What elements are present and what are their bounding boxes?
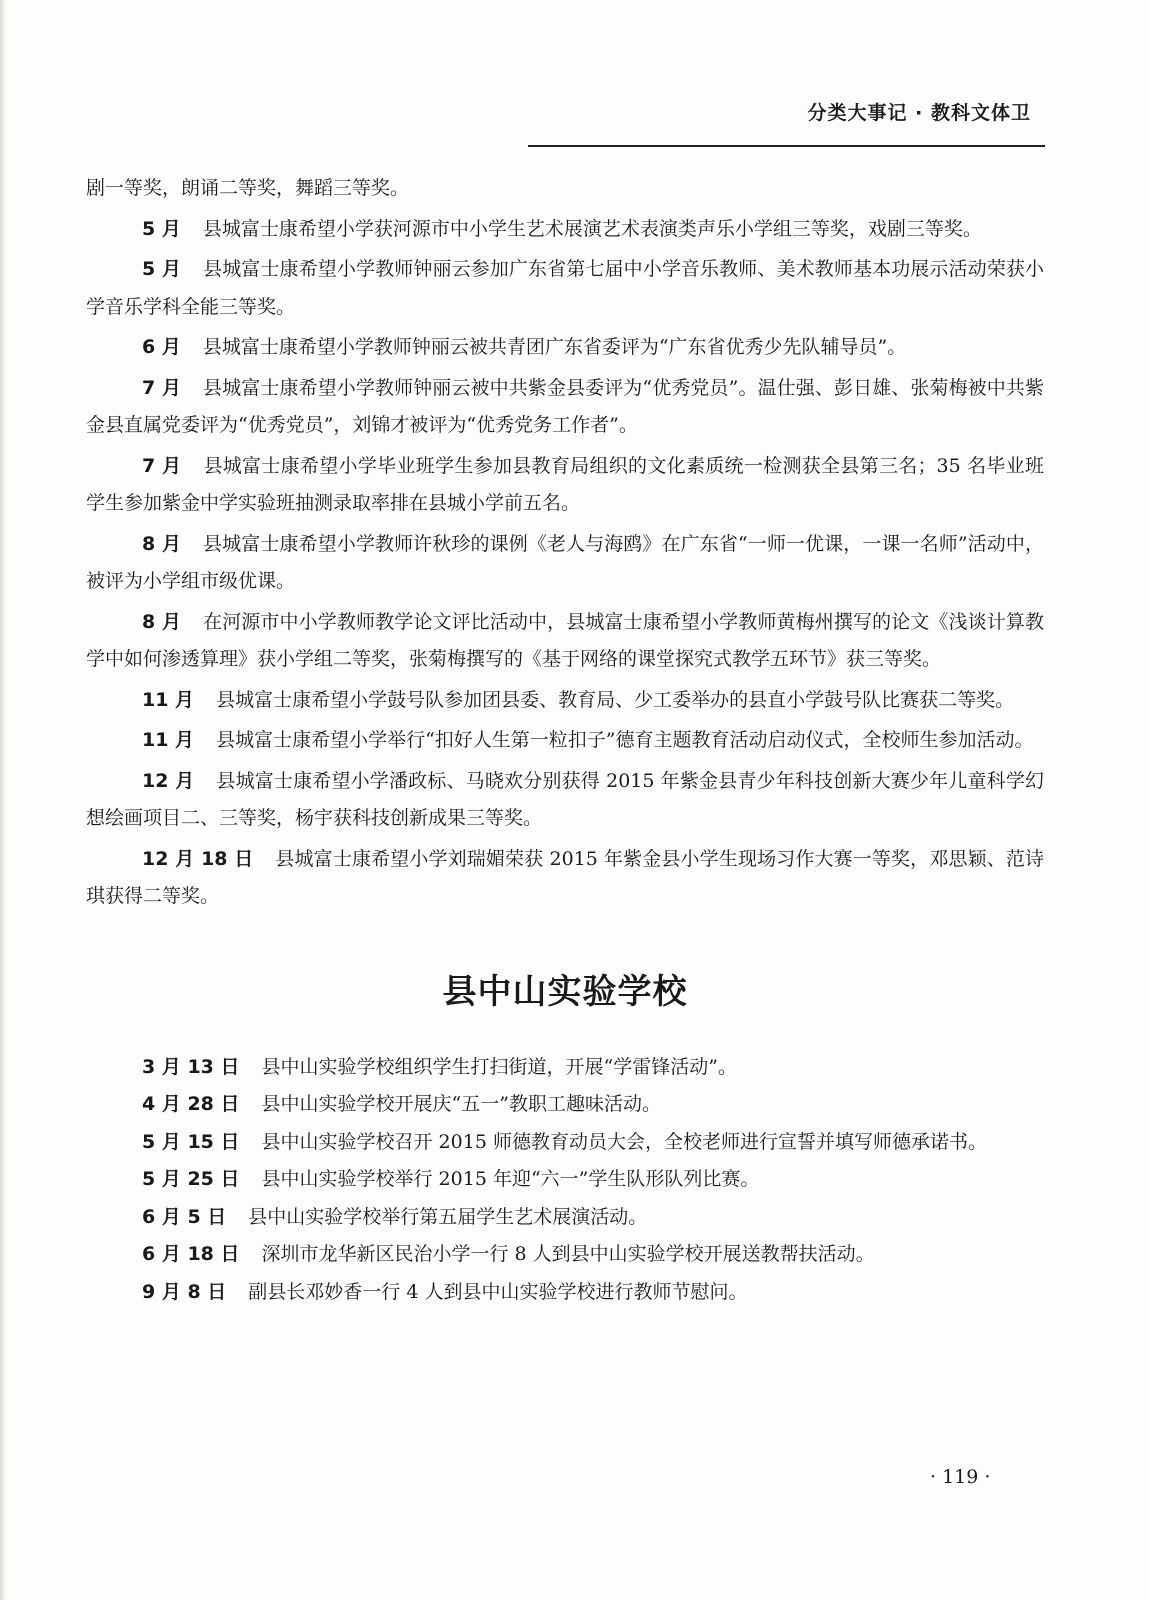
event-date: 4 月 28 日 (142, 1093, 240, 1115)
event-date: 5 月 25 日 (142, 1168, 240, 1190)
event-date: 7 月 (142, 376, 182, 399)
header-rule (528, 145, 1045, 147)
section-zhongshan-events (86, 1049, 1044, 1312)
event-text: 县中山实验学校举行第五届学生艺术展演活动。 (248, 1205, 648, 1228)
event-entry (86, 604, 1044, 679)
event-date: 6 月 (142, 336, 181, 358)
event-text: 县城富士康希望小学获河源市中小学生艺术展演艺术表演类声乐小学组三等奖，戏剧三等奖。 (202, 217, 982, 240)
event-text: 县城富士康希望小学教师钟丽云被中共紫金县委评为“优秀党员”。温仕强、彭日雄、张菊梅被中共紫金县直属党委评为“优秀党员”，刘锦才被评为“优秀党务工作者”。 (86, 376, 1044, 436)
event-date: 11 月 (142, 688, 195, 711)
running-header: 分类大事记 · 教科文体卫 (807, 102, 1031, 124)
event-entry (86, 1124, 1044, 1162)
event-text: 县城富士康希望小学教师许秋珍的课例《老人与海鸥》在广东省“一师一优课，一课一名师”活动中，被评为小学组市级优课。 (86, 532, 1044, 592)
event-text: 深圳市龙华新区民治小学一行 8 人到县中山实验学校开展送教帮扶活动。 (261, 1243, 875, 1265)
event-entry (86, 370, 1044, 445)
event-entry (86, 841, 1044, 916)
event-text: 县城富士康希望小学潘政标、马晓欢分别获得 2015 年紫金县青少年科技创新大赛少年儿童科学幻想绘画项目二、三等奖，杨宇获科技创新成果三等奖。 (86, 769, 1044, 829)
event-text: 县中山实验学校开展庆“五一”教职工趣味活动。 (261, 1093, 661, 1115)
event-entry (86, 170, 1044, 208)
event-entry (86, 251, 1044, 326)
event-text: 县城富士康希望小学毕业班学生参加县教育局组织的文化素质统一检测获全县第三名；35 名毕业班学生参加紫金中学实验班抽测录取率排在县城小学前五名。 (86, 454, 1044, 514)
event-date: 6 月 18 日 (142, 1243, 240, 1265)
event-text: 县城富士康希望小学鼓号队参加团县委、教育局、少工委举办的县直小学鼓号队比赛获二等奖。 (216, 688, 1015, 711)
event-date: 12 月 (142, 769, 195, 792)
event-text: 县城富士康希望小学教师钟丽云被共青团广东省委评为“广东省优秀少先队辅导员”。 (202, 336, 907, 358)
event-entry (86, 1199, 1044, 1237)
event-text: 副县长邓妙香一行 4 人到县中山实验学校进行教师节慰问。 (248, 1280, 748, 1303)
event-date: 5 月 (142, 258, 182, 280)
event-date: 12 月 18 日 (142, 847, 254, 870)
event-entry (86, 1236, 1044, 1274)
event-entry (86, 526, 1044, 601)
event-date: 3 月 13 日 (142, 1055, 240, 1078)
page-edge (0, 0, 6, 1600)
event-entry (86, 1049, 1044, 1087)
event-entry (86, 1086, 1044, 1124)
event-text: 县城富士康希望小学刘瑞媚荣获 2015 年紫金县小学生现场习作大赛一等奖，邓思颖、范诗琪获得二等奖。 (86, 847, 1044, 907)
event-date: 6 月 5 日 (142, 1205, 227, 1228)
event-date: 9 月 8 日 (142, 1280, 227, 1303)
event-entry (86, 211, 1044, 249)
section-foxconn-events (86, 170, 1044, 916)
event-text: 县中山实验学校召开 2015 师德教育动员大会，全校老师进行宣誓并填写师德承诺书。 (261, 1130, 987, 1153)
event-entry (86, 763, 1044, 838)
event-date: 11 月 (142, 729, 195, 751)
event-text: 在河源市中小学教师教学论文评比活动中，县城富士康希望小学教师黄梅州撰写的论文《浅谈计算教学中如何渗透算理》获小学组二等奖，张菊梅撰写的《基于网络的课堂探究式教学五环节》获三等奖。 (86, 610, 1044, 670)
event-entry (86, 1161, 1044, 1199)
event-date: 8 月 (142, 532, 182, 555)
event-entry (86, 722, 1044, 760)
event-text: 县城富士康希望小学教师钟丽云参加广东省第七届中小学音乐教师、美术教师基本功展示活动荣获小学音乐学科全能三等奖。 (86, 258, 1044, 318)
event-text: 县中山实验学校举行 2015 年迎“六一”学生队形队列比赛。 (261, 1168, 760, 1190)
event-text: 县中山实验学校组织学生打扫街道，开展“学雷锋活动”。 (261, 1055, 737, 1078)
event-entry (86, 448, 1044, 523)
event-entry (86, 329, 1044, 367)
event-date: 5 月 (142, 217, 181, 240)
page-number: · 119 · (930, 1466, 991, 1488)
section-title: 县中山实验学校 (442, 971, 688, 1012)
event-entry (86, 1274, 1044, 1312)
event-date: 5 月 15 日 (142, 1130, 240, 1153)
event-date: 8 月 (142, 610, 182, 633)
event-text: 县城富士康希望小学举行“扣好人生第一粒扣子”德育主题教育活动启动仪式，全校师生参加活动。 (216, 729, 1034, 751)
page-body (86, 170, 1044, 1311)
event-date: 7 月 (142, 454, 182, 477)
event-text: 剧一等奖，朗诵二等奖，舞蹈三等奖。 (86, 177, 410, 199)
event-entry (86, 682, 1044, 720)
